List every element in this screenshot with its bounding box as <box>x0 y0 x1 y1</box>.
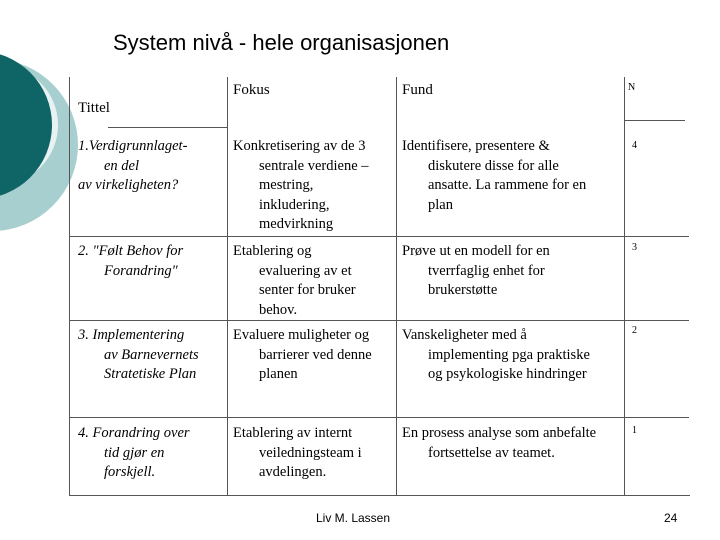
header-tittel: Tittel <box>78 100 110 116</box>
table-cell-line: Prøve ut en modell for en <box>402 243 550 259</box>
table-cell-line: Stratetiske Plan <box>104 366 197 382</box>
row-3-tittel <box>78 326 223 385</box>
table-cell-line: Etablering av internt <box>233 425 353 441</box>
table-cell-line: Etablering og <box>233 243 312 259</box>
table-cell-line: Konkretisering av de 3 <box>233 138 366 154</box>
table-cell-line: forskjell. <box>104 464 156 480</box>
row-1-tittel <box>78 137 223 196</box>
row-3-n: 2 <box>632 325 637 336</box>
table-cell-line: medvirkning <box>259 216 334 232</box>
header-n: N <box>628 82 636 93</box>
table-cell-line: senter for bruker <box>259 282 356 298</box>
table-cell-line: mestring, <box>259 177 314 193</box>
table-cell-line: inkludering, <box>259 196 330 213</box>
table-cell-line: ansatte. La rammene for en <box>428 177 587 193</box>
row-divider-2 <box>69 320 689 321</box>
page-number: 24 <box>664 511 678 525</box>
table-cell-line: og psykologiske hindringer <box>428 366 587 382</box>
decorative-circles <box>0 0 80 300</box>
row-4-tittel <box>78 424 223 483</box>
table-cell-line: implementing pga praktiske <box>428 346 590 363</box>
table-cell-line: 4. Forandring over <box>78 425 190 441</box>
table-cell-line: tid gjør en <box>104 444 165 461</box>
table-cell-line: tverrfaglig enhet for <box>428 262 545 279</box>
table-cell-line: Evaluere muligheter og <box>233 327 370 343</box>
table-cell-line: en del <box>104 157 140 174</box>
table-cell-line: av virkeligheten? <box>78 177 179 193</box>
table-cell-line: sentrale verdiene – <box>259 157 369 174</box>
row-3-fokus <box>233 326 393 385</box>
table-cell-line: barrierer ved denne <box>259 346 372 363</box>
table-cell-line: Vanskeligheter med å <box>402 327 527 343</box>
table-cell-line: avdelingen. <box>259 464 327 480</box>
table-cell-line: En prosess analyse som anbefalte <box>402 425 597 441</box>
table-cell-line: av Barnevernets <box>104 346 199 363</box>
row-4-n: 1 <box>632 425 637 436</box>
row-divider-3 <box>69 417 689 418</box>
table-cell-line: veiledningsteam i <box>259 444 362 461</box>
row-4-fokus <box>233 424 393 483</box>
slide-title: System nivå - hele organisasjonen <box>113 30 450 55</box>
table-cell-line: evaluering av et <box>259 262 352 279</box>
row-1-n: 4 <box>632 140 637 151</box>
row-1-fokus <box>233 137 393 235</box>
row-divider-1 <box>69 236 689 237</box>
table-cell-line: fortsettelse av teamet. <box>428 444 555 461</box>
row-2-fokus <box>233 242 393 320</box>
table-cell-line: diskutere disse for alle <box>428 157 559 174</box>
column-divider-2 <box>396 77 397 495</box>
table-cell-line: 1.Verdigrunnlaget- <box>78 138 188 154</box>
row-4-fund <box>402 424 622 463</box>
row-2-tittel <box>78 242 223 281</box>
table-cell-line: behov. <box>259 301 298 318</box>
column-divider-1 <box>227 77 228 495</box>
row-1-fund <box>402 137 622 215</box>
table-cell-line: brukerstøtte <box>428 282 498 298</box>
row-2-fund <box>402 242 622 301</box>
table-cell-line: planen <box>259 366 298 382</box>
table-cell-line: 2. "Følt Behov for <box>78 243 184 259</box>
column-divider-3 <box>624 77 625 495</box>
footer-author: Liv M. Lassen <box>316 511 391 525</box>
header-fund: Fund <box>402 82 433 98</box>
header-underline-n <box>625 120 685 121</box>
table-cell-line: 3. Implementering <box>78 327 185 343</box>
row-3-fund <box>402 326 622 385</box>
header-underline-tittel <box>108 127 227 128</box>
table-cell-line: Forandring" <box>104 262 178 279</box>
header-fokus: Fokus <box>233 82 270 98</box>
row-2-n: 3 <box>632 242 637 253</box>
table-cell-line: Identifisere, presentere & <box>402 138 550 154</box>
table-cell-line: plan <box>428 196 453 213</box>
